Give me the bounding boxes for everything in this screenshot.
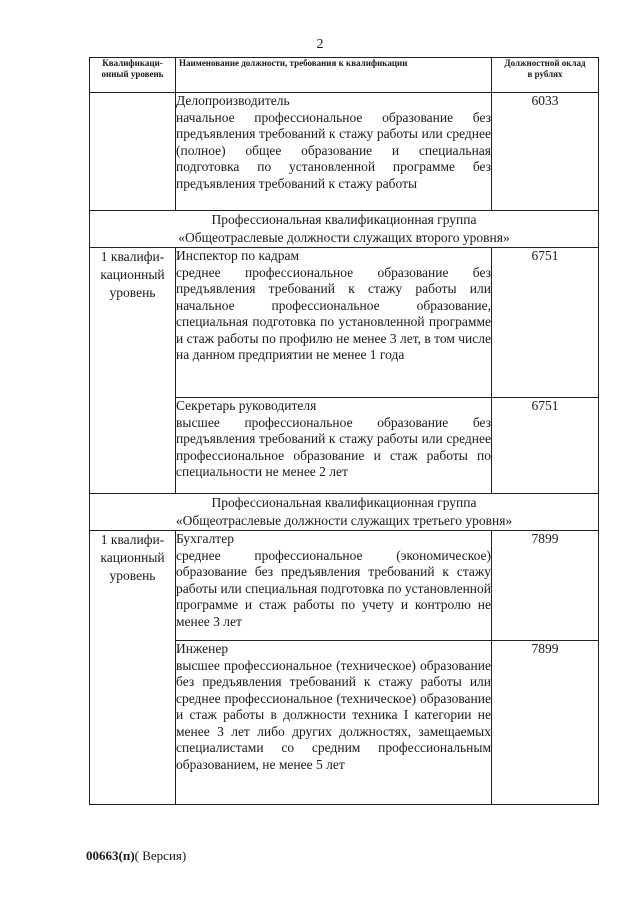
- salary-cell: [492, 248, 599, 398]
- page-number: 2: [316, 37, 324, 52]
- salary-value: 6033: [531, 93, 559, 108]
- position-requirements: высшее профессиональное образование без предъявления требований к стажу работы или среднее профессиональное образование и стаж работы по специальности не менее 2 лет: [176, 414, 491, 479]
- salary-value: 6751: [531, 398, 559, 413]
- salary-cell: [492, 531, 599, 641]
- position-title: Делопроизводитель: [176, 93, 290, 108]
- table-row: [90, 93, 599, 211]
- position-cell: [176, 531, 492, 641]
- group-heading-line2: «Общеотраслевые должности служащих второго уровня»: [178, 230, 510, 245]
- qualification-salary-table: [89, 57, 599, 805]
- salary-value: 6751: [531, 248, 559, 263]
- group-row: [90, 211, 599, 248]
- position-cell: [176, 248, 492, 398]
- header-position-label: Наименование должности, требования к квалификации: [179, 58, 408, 68]
- position-title: Секретарь руководителя: [176, 398, 317, 413]
- position-title: Инспектор по кадрам: [176, 248, 300, 263]
- header-level: [90, 58, 176, 93]
- level-cell: [90, 531, 176, 805]
- level-label: 1 квалифи- кационный уровень: [100, 249, 165, 300]
- position-requirements: среднее профессиональное образование без предъявления требований к стажу работы или начальное профессиональное образование, специальная подготовка по установленной программе и стаж работы по профилю не менее 3 лет, в том числе на данном предприятии не менее 1 года: [176, 264, 491, 362]
- table-row: [90, 248, 599, 398]
- position-requirements: среднее профессиональное (экономическое) образование без предъявления требований к стажу работы или специальная подготовка по установленной программе и стаж работы по учету и контролю не менее 3 лет: [176, 547, 491, 629]
- group-heading-line2: «Общеотраслевые должности служащих третьего уровня»: [175, 513, 513, 528]
- salary-value: 7899: [531, 641, 559, 656]
- group-heading-cell: [90, 211, 599, 248]
- position-requirements: высшее профессиональное (техническое) образование без предъявления требований к стажу работы или среднее профессиональное (техническое) образование и стаж работы в должности техника I категории не менее 3 лет либо других должностях, замещаемых специалистами со средним профессиональным образованием, не менее 5 лет: [176, 657, 491, 772]
- level-label: 1 квалифи- кационный уровень: [100, 532, 165, 583]
- table-header-row: [90, 58, 599, 93]
- position-title: Бухгалтер: [176, 531, 234, 546]
- salary-value: 7899: [531, 531, 559, 546]
- group-heading-line1: Профессиональная квалификационная группа: [211, 495, 477, 510]
- header-salary-label: Должностной оклад в рублях: [504, 58, 586, 79]
- document-footer: [86, 848, 186, 864]
- group-row: [90, 494, 599, 531]
- level-cell: [90, 248, 176, 494]
- position-title: Инженер: [176, 641, 229, 656]
- header-level-label: Квалификаци- онный уровень: [101, 58, 164, 79]
- header-salary: [492, 58, 599, 93]
- salary-cell: [492, 398, 599, 494]
- header-position: [176, 58, 492, 93]
- salary-cell: [492, 93, 599, 211]
- position-requirements: начальное профессиональное образование без предъявления требований к стажу работы или среднее (полное) общее образование и специальная подготовка по установленной программе без предъявления требований к стажу работы: [176, 109, 491, 191]
- group-heading-cell: [90, 494, 599, 531]
- position-cell: [176, 641, 492, 805]
- level-cell: [90, 93, 176, 211]
- footer-code: 00663(п): [86, 848, 135, 863]
- salary-cell: [492, 641, 599, 805]
- table-row: [90, 531, 599, 641]
- footer-version: ( Версия): [134, 848, 187, 863]
- group-heading-line1: Профессиональная квалификационная группа: [211, 212, 477, 227]
- position-cell: [176, 398, 492, 494]
- position-cell: [176, 93, 492, 211]
